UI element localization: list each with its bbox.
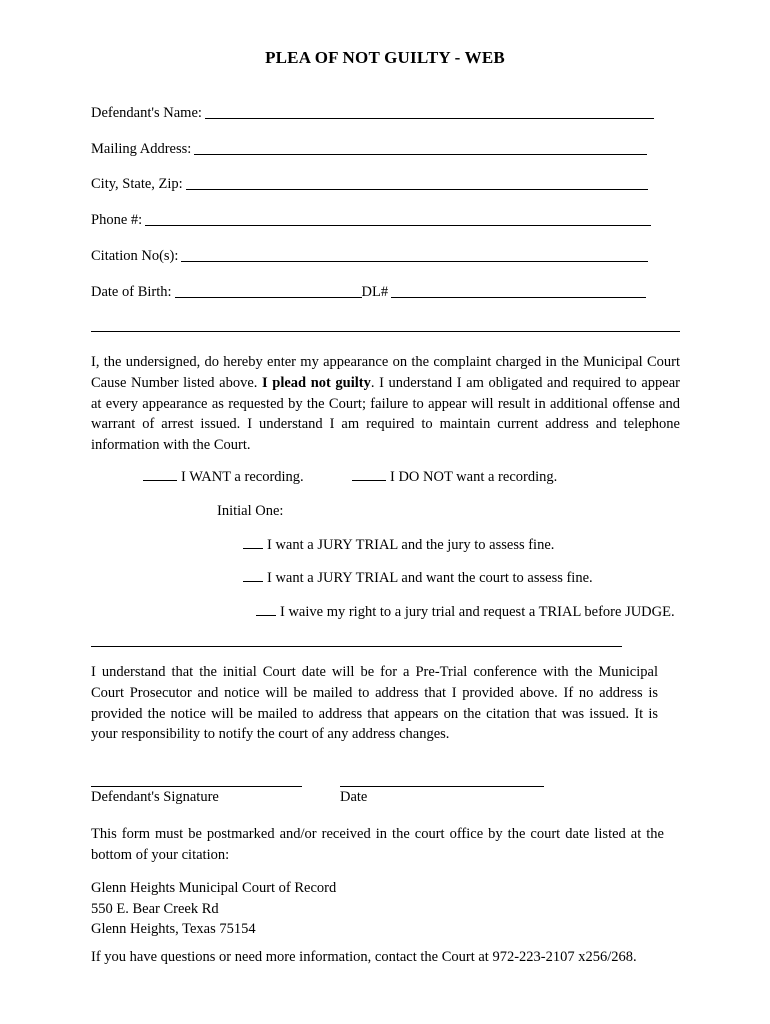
contact-info: If you have questions or need more information, contact the Court at 972-223-2107 x256/268. — [91, 949, 637, 965]
pretrial-notice — [91, 662, 658, 745]
mailing-address-label: Mailing Address: — [91, 141, 192, 157]
phone-label: Phone #: — [91, 212, 143, 228]
statement-line-2 — [91, 373, 680, 394]
date-of-birth-field[interactable] — [175, 283, 362, 298]
court-street: 550 E. Bear Creek Rd — [91, 900, 219, 917]
mailing-address-field[interactable] — [194, 140, 647, 155]
city-state-zip-field[interactable] — [186, 175, 648, 190]
postmark-line-1: This form must be postmarked and/or received in the court office by the court date listed at the — [91, 826, 664, 842]
waive-jury-blank[interactable] — [256, 603, 276, 616]
jury-court-assess-label: I want a JURY TRIAL and want the court to assess fine. — [267, 570, 593, 586]
pretrial-line-4: your responsibility to notify the court of any address changes. — [91, 726, 450, 743]
phone-row — [91, 209, 651, 229]
date-of-birth-label: Date of Birth: — [91, 284, 172, 300]
want-recording-label: I WANT a recording. — [181, 469, 304, 485]
statement-line-4: warrant of arrest issued. I understand I am required to maintain current address and telephone — [91, 416, 680, 433]
jury-court-assess-blank[interactable] — [243, 569, 263, 582]
jury-assess-option — [243, 536, 554, 554]
defendant-name-field[interactable] — [205, 104, 654, 119]
phone-field[interactable] — [145, 211, 651, 226]
dl-label: DL# — [361, 284, 389, 300]
postmark-line-2: bottom of your citation: — [91, 846, 230, 863]
citation-nos-row — [91, 245, 648, 265]
want-recording-blank[interactable] — [143, 468, 177, 481]
dl-field[interactable] — [391, 283, 646, 298]
no-recording-label: I DO NOT want a recording. — [390, 469, 558, 485]
jury-assess-label: I want a JURY TRIAL and the jury to assess fine. — [267, 537, 555, 553]
pretrial-line-3: provided the notice will be mailed to address that appears on the citation that was issued. It is — [91, 705, 658, 722]
pretrial-line-1: I understand that the initial Court date will be for a Pre-Trial conference with the Municipal — [91, 664, 658, 680]
statement-line-1: I, the undersigned, do hereby enter my appearance on the complaint charged in the Municipal Court — [91, 354, 680, 370]
signature-date-line[interactable] — [340, 786, 544, 787]
section-divider-middle — [91, 646, 622, 647]
plead-not-guilty-text: I plead not guilty — [262, 374, 371, 391]
statement-line-2-pre: Cause Number listed above. — [91, 374, 258, 391]
signature-date-label: Date — [340, 789, 368, 805]
mailing-address-row — [91, 138, 647, 158]
defendant-signature-line[interactable] — [91, 786, 302, 787]
citation-nos-field[interactable] — [181, 247, 648, 262]
no-recording-blank[interactable] — [352, 468, 386, 481]
defendant-name-row — [91, 102, 654, 122]
pretrial-line-2: Court Prosecutor and notice will be mailed to address that I provided above. If no address is — [91, 684, 658, 701]
city-state-zip-row — [91, 173, 648, 193]
statement-line-3: at every appearance as requested by the Court; failure to appear will result in additional offense and — [91, 395, 680, 412]
defendant-signature-label: Defendant's Signature — [91, 789, 219, 805]
citation-nos-label: Citation No(s): — [91, 248, 179, 264]
court-address — [91, 878, 336, 940]
defendant-name-label: Defendant's Name: — [91, 105, 202, 121]
court-name: Glenn Heights Municipal Court of Record — [91, 880, 337, 896]
form-title: PLEA OF NOT GUILTY - WEB — [265, 48, 505, 67]
postmark-notice — [91, 824, 664, 866]
dob-dl-row — [91, 281, 646, 301]
no-recording-option — [352, 468, 557, 486]
waive-jury-option — [256, 603, 675, 621]
waive-jury-label: I waive my right to a jury trial and request a TRIAL before JUDGE. — [280, 604, 675, 620]
plea-statement — [91, 352, 680, 456]
section-divider-top — [91, 331, 680, 332]
jury-court-assess-option — [243, 569, 593, 587]
jury-assess-blank[interactable] — [243, 536, 263, 549]
city-state-zip-label: City, State, Zip: — [91, 176, 183, 192]
want-recording-option — [143, 468, 304, 486]
initial-one-label: Initial One: — [217, 503, 284, 519]
court-city: Glenn Heights, Texas 75154 — [91, 921, 256, 938]
statement-line-2-post: . I understand I am obligated and required to appear — [370, 374, 680, 391]
statement-line-5: information with the Court. — [91, 437, 251, 454]
